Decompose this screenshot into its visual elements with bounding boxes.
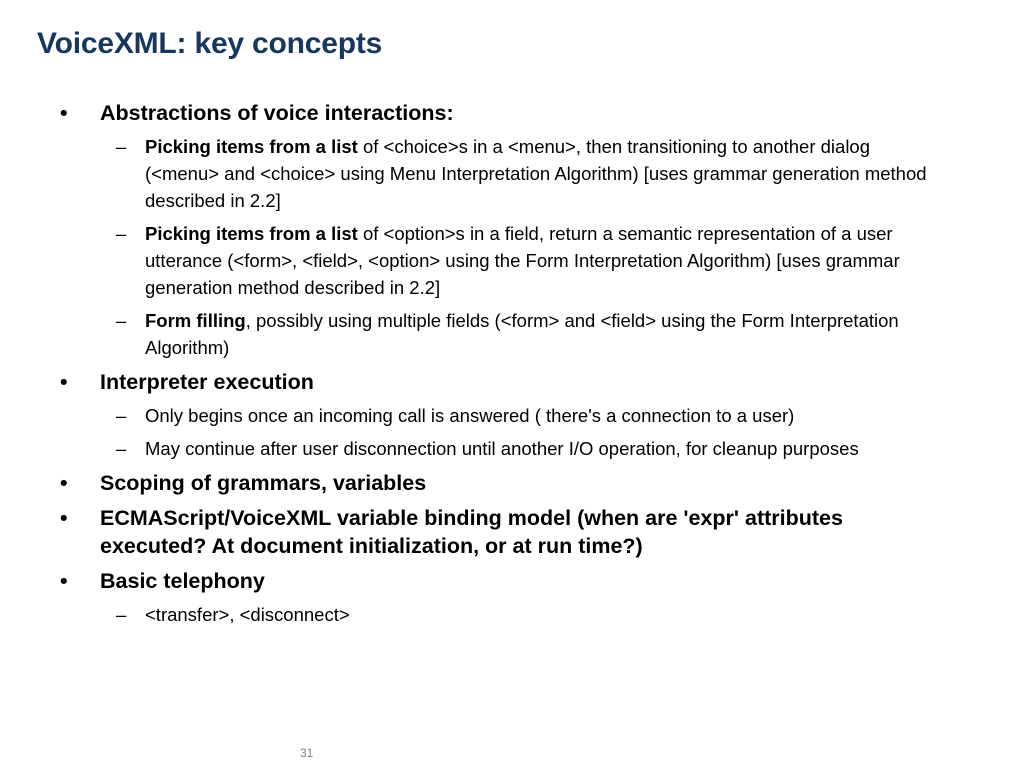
slide-title: VoiceXML: key concepts xyxy=(37,27,383,60)
bullet-item xyxy=(0,368,1024,396)
bullet-text: ECMAScript/VoiceXML variable binding model (when are 'expr' attributes executed? At document initialization, or at run time?) xyxy=(100,506,843,558)
dash-marker: – xyxy=(116,310,127,331)
bullet-item xyxy=(0,504,900,560)
bullet-text: Abstractions of voice interactions: xyxy=(100,101,454,125)
page-number: 31 xyxy=(300,746,314,760)
dash-marker: – xyxy=(116,405,127,426)
sub-bullet-text: , possibly using multiple fields (<form> and <field> using the Form Interpretation Algorithm) xyxy=(145,310,899,358)
bullet-list xyxy=(0,99,1024,628)
bullet-marker: • xyxy=(60,569,68,593)
sub-bullet-text: Only begins once an incoming call is answered ( there's a connection to a user) xyxy=(145,405,795,426)
bullet-text: Scoping of grammars, variables xyxy=(100,471,427,495)
bullet-marker: • xyxy=(60,471,68,495)
dash-marker: – xyxy=(116,438,127,459)
bullet-text: Basic telephony xyxy=(100,569,265,593)
sub-bullet-item xyxy=(0,601,945,628)
sub-bullet-item xyxy=(0,402,945,429)
bullet-item xyxy=(0,567,1024,595)
sub-bullet-text: May continue after user disconnection until another I/O operation, for cleanup purposes xyxy=(145,438,859,459)
sub-bullet-bold: Form filling xyxy=(145,310,246,331)
bullet-marker: • xyxy=(60,506,68,530)
bullet-item xyxy=(0,469,1024,497)
dash-marker: – xyxy=(116,136,127,157)
sub-bullet-text: of <option>s in a field, return a semantic representation of a user utterance (<form>, <field>, <option> using the Form Interpretation Algorithm) [uses grammar generation method described in 2.2] xyxy=(145,223,900,298)
bullet-marker: • xyxy=(60,101,68,125)
bullet-marker: • xyxy=(60,370,68,394)
dash-marker: – xyxy=(116,604,127,625)
sub-bullet-text: <transfer>, <disconnect> xyxy=(145,604,350,625)
bullet-text: Interpreter execution xyxy=(100,370,314,394)
bullet-item xyxy=(0,99,1024,127)
sub-bullet-bold: Picking items from a list xyxy=(145,223,358,244)
sub-bullet-item xyxy=(0,435,945,462)
dash-marker: – xyxy=(116,223,127,244)
sub-bullet-text: of <choice>s in a <menu>, then transitioning to another dialog (<menu> and <choice> using Menu Interpretation Algorithm) [uses grammar generation method described in 2.2] xyxy=(145,136,927,211)
sub-bullet-item xyxy=(0,220,945,301)
sub-bullet-item xyxy=(0,307,945,361)
sub-bullet-bold: Picking items from a list xyxy=(145,136,358,157)
sub-bullet-item xyxy=(0,133,945,214)
